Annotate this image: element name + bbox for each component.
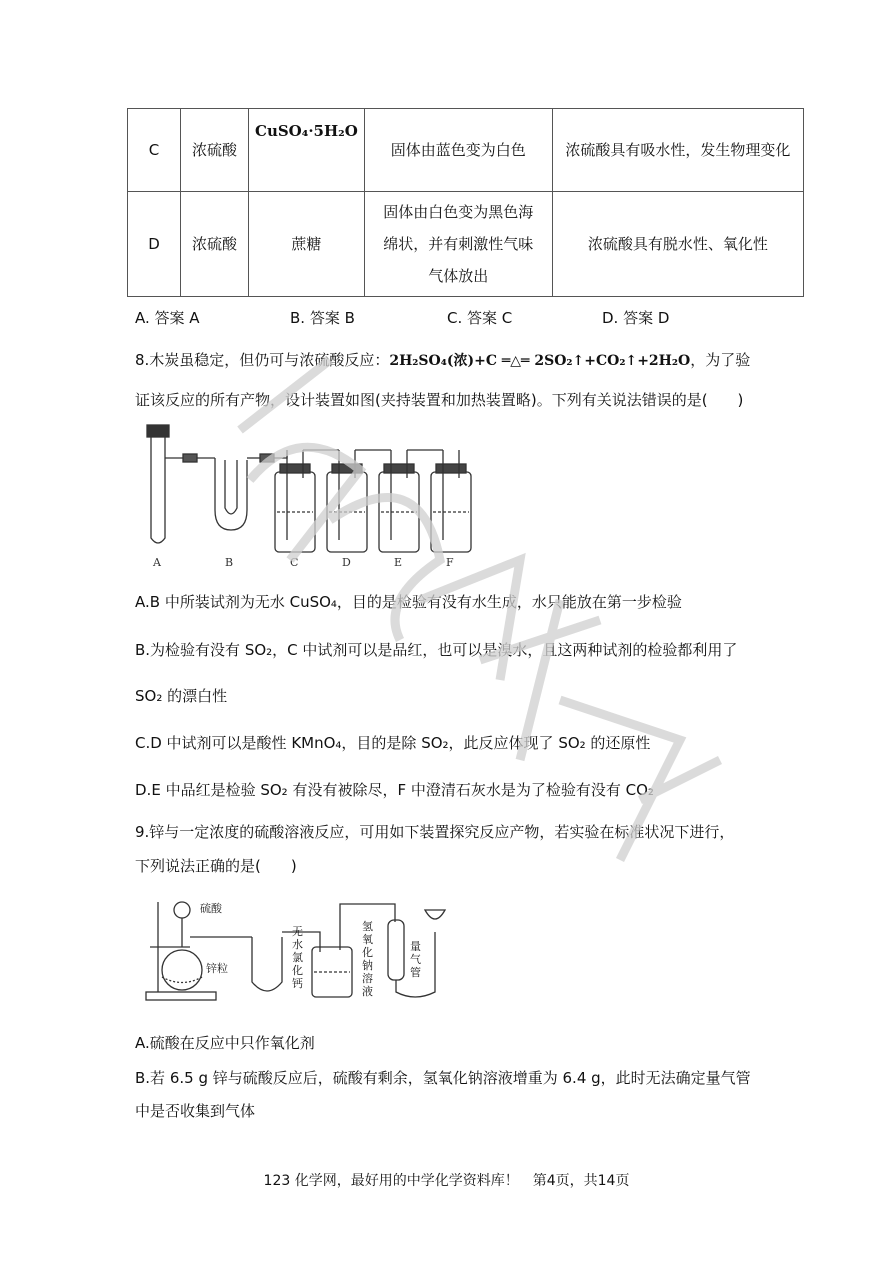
option-a[interactable]: A. 答案 A <box>135 309 200 327</box>
q8-stem-text-end: ，为了验 <box>690 351 751 369</box>
q9-option-b-cont: 中是否收集到气体 <box>135 1102 256 1120</box>
bottle-f <box>431 450 471 552</box>
label-acid: 硫酸 <box>200 902 222 915</box>
option-d[interactable]: D. 答案 D <box>602 309 670 327</box>
label-gas-tube: 量气管 <box>410 940 421 979</box>
q9-option-a[interactable]: A.硫酸在反应中只作氧化剂 <box>135 1034 315 1052</box>
stopper-shape <box>147 425 169 437</box>
label-d: D <box>342 556 351 569</box>
row-label: C <box>128 109 181 192</box>
q8-option-a[interactable]: A.B 中所装试剂为无水 CuSO₄，目的是检验有没有水生成，水只能放在第一步检验 <box>135 593 682 611</box>
bottle-c <box>275 450 315 552</box>
q9-option-b[interactable]: B.若 6.5 g 锌与硫酸反应后，硫酸有剩余，氢氧化钠溶液增重为 6.4 g，此时无法确定量气管 <box>135 1069 751 1087</box>
phenomenon-cell: 固体由蓝色变为白色 <box>364 109 552 192</box>
label-a: A <box>153 556 161 569</box>
label-f: F <box>446 556 454 569</box>
label-c: C <box>290 556 299 569</box>
stand-base <box>146 992 216 1000</box>
label-zinc: 锌粒 <box>206 962 228 975</box>
q8-option-b[interactable]: B.为检验有没有 SO₂，C 中试剂可以是品红，也可以是溴水，且这两种试剂的检验都利用了 <box>135 641 738 659</box>
flask <box>162 950 202 990</box>
q9-stem-line2: 下列说法正确的是( ) <box>135 857 297 875</box>
answer-table <box>127 108 804 297</box>
page-footer: 123 化学网，最好用的中学化学资料库！ 第4页，共14页 <box>263 1173 630 1189</box>
table-row <box>128 192 804 297</box>
q8-option-c[interactable]: C.D 中试剂可以是酸性 KMnO₄，目的是除 SO₂，此反应体现了 SO₂ 的还原性 <box>135 734 651 752</box>
q8-stem-line2: 证该反应的所有产物，设计装置如图(夹持装置和加热装置略)。下列有关说法错误的是( ) <box>135 391 744 409</box>
apparatus-diagram-q8 <box>135 420 480 575</box>
substance-cell: CuSO₄·5H₂O <box>249 109 365 192</box>
dropping-funnel <box>174 902 190 918</box>
reagent-cell: 浓硫酸 <box>181 192 249 297</box>
conclusion-cell: 浓硫酸具有吸水性，发生物理变化 <box>552 109 803 192</box>
label-naoh: 氢氧化钠溶液 <box>362 920 373 998</box>
label-cacl2: 无水氯化钙 <box>292 925 303 990</box>
gas-burette <box>388 920 404 980</box>
q8-option-b-cont: SO₂ 的漂白性 <box>135 687 228 705</box>
substance-cell: 蔗糖 <box>249 192 365 297</box>
label-e: E <box>394 556 403 569</box>
reaction-equation: 2H₂SO₄(浓)+C ═△═ 2SO₂↑+CO₂↑+2H₂O <box>389 353 691 369</box>
bottle-d <box>327 450 367 552</box>
option-c[interactable]: C. 答案 C <box>447 309 513 327</box>
row-label: D <box>128 192 181 297</box>
leveling-funnel <box>425 910 445 919</box>
q8-stem-text: 8.木炭虽稳定，但仍可与浓硫酸反应： <box>135 351 390 369</box>
q8-option-d[interactable]: D.E 中品红是检验 SO₂ 有没有被除尽，F 中澄清石灰水是为了检验有没有 CO₂ <box>135 781 654 799</box>
test-tube-a <box>151 437 165 543</box>
option-b[interactable]: B. 答案 B <box>290 309 355 327</box>
u-tube-cacl2 <box>252 937 282 991</box>
conclusion-cell: 浓硫酸具有脱水性、氧化性 <box>552 192 803 297</box>
label-b: B <box>225 556 234 569</box>
table-row <box>128 109 804 192</box>
u-tube-b <box>215 458 247 530</box>
q9-stem-line1: 9.锌与一定浓度的硫酸溶液反应，可用如下装置探究反应产物，若实验在标准状况下进行， <box>135 823 735 841</box>
bottle-e <box>379 450 419 552</box>
q8-stem-line1 <box>135 349 750 370</box>
phenomenon-cell: 固体由白色变为黑色海绵状，并有刺激性气味气体放出 <box>364 192 552 297</box>
reagent-cell: 浓硫酸 <box>181 109 249 192</box>
